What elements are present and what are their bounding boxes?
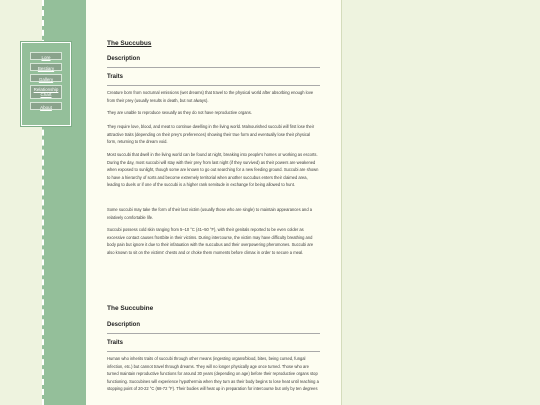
divider bbox=[107, 333, 320, 334]
nav-link-lore[interactable]: Lore bbox=[30, 52, 62, 60]
succubus-description-heading: Description bbox=[107, 56, 141, 62]
succubine-description-heading: Description bbox=[107, 322, 141, 328]
nav-link-relationship-chart[interactable]: Relationship Chart bbox=[30, 85, 62, 99]
succubus-paragraph-4: Most succubi that dwell in the living world can be found at night, breaking into people's homes or working as escorts. During the day, most succubi will stay with their prey from last night (if they survived) as their powers are weakened when exposed to sunlight, though some are known to go out searching for a new feeding ground. Succubi are shown to have a hierarchy of sorts and become extremely territorial when another succubus enters their claimed area, leading to duels or if one of the succubi is a higher rank servitude in exchange for being allowed to hunt. bbox=[107, 152, 319, 188]
succubine-paragraph-1: Human who inherits traits of succubi through other means (ingesting organs/blood, bites, being cursed, fungal infection, etc.) but cannot travel through dreams. They will no longer physically age once turned. Those who are turned maintain reproductive functions for around 30 years (depending on age) before their reproductive organs stop functioning. Succubines will experience hypothermia when they turn as their body begins to lose heat until reaching a stopping point of 20-22 °C (68-72 °F). Their bodies will heat up in preparation for intercourse but only by ten degrees bbox=[107, 356, 319, 392]
succubus-traits-heading: Traits bbox=[107, 74, 124, 80]
divider bbox=[107, 67, 320, 68]
divider bbox=[107, 351, 320, 352]
nav-link-bestiary[interactable]: Bestiary bbox=[30, 63, 62, 71]
succubus-paragraph-1: Creature born from nocturnal emissions (wet dreams) that travel to the physical world after absorbing enough love from their prey (usually results in death, but not always). bbox=[107, 90, 314, 103]
succubus-paragraph-2: They are unable to reproduce sexually as they do not have reproductive organs. bbox=[107, 110, 252, 115]
succubus-title: The Succubus bbox=[107, 40, 152, 47]
succubus-paragraph-5: Some succubi may take the form of their last victim (usually those who are single) to maintain appearances and a relatively comfortable life. bbox=[107, 207, 313, 220]
right-background bbox=[341, 0, 540, 405]
nav-link-gallery[interactable]: Gallery bbox=[30, 74, 62, 82]
divider bbox=[107, 85, 320, 86]
succubine-title: The Succubine bbox=[107, 305, 154, 312]
nav-link-about[interactable]: About bbox=[30, 102, 62, 110]
succubus-paragraph-6: Succubi possess cold skin ranging from 5–10 °C (41–50 °F), with their genitals reported to be even colder as excessive contact causes frostbite in their victims. During intercourse, the victim may have difficulty breathing and body pain but ignore it due to their infatuation with the succubus and their overpowering pheromones. Succubi are also known to sit on the victims' chests and or choke them moments before climax in order to secure a meal. bbox=[107, 227, 314, 255]
succubus-paragraph-3: They require love, blood, and meat to continue dwelling in the living world. Malnourished succubi will first lose their attractive traits (depending on their prey's preferences) showing their true form and eventually lose their physical form, returning to the dream void. bbox=[107, 124, 315, 145]
succubine-traits-heading: Traits bbox=[107, 340, 124, 346]
navigation-menu bbox=[21, 42, 71, 126]
